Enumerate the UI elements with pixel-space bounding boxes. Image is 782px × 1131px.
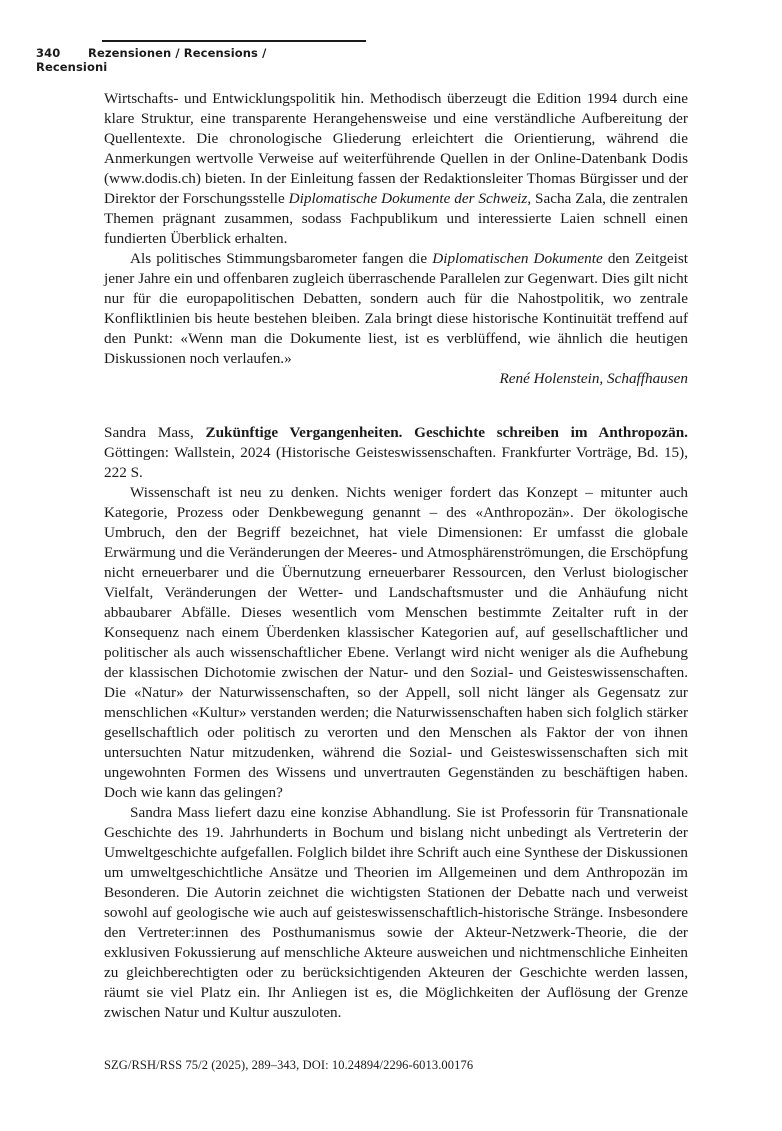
italic-title: Diplomatische Dokumente der Schweiz bbox=[288, 190, 528, 207]
running-header bbox=[36, 46, 336, 74]
review2-bibliography bbox=[104, 423, 688, 483]
header-rule bbox=[102, 40, 366, 42]
section-gap bbox=[104, 389, 688, 423]
review1-signature: René Holenstein, Schaffhausen bbox=[499, 370, 688, 387]
review1-paragraph-2: Als politisches Stimmungsbarometer fangen die Diplomatischen Dokumente den Zeitgeist jener Jahre ein und offenbaren zugleich überraschende Parallelen zur Gegenwart. Dies gilt nicht nur für die europapolitischen Debatten, sondern auch für die Nahostpolitik, wo zentrale Konfliktlinien bis heute bestehen bleiben. Zala bringt diese historische Kontinuität treffend auf den Punkt: «Wenn man die Dokumente liest, ist es verblüffend, wie ähnlich die heutigen Diskussionen noch verlaufen.» bbox=[104, 250, 688, 367]
book-title: Zukünftige Vergangenheiten. Geschichte schreiben im Anthropozän. bbox=[205, 424, 688, 441]
book-publication: Göttingen: Wallstein, 2024 (Historische Geisteswissenschaften. Frankfurter Vorträge, Bd. 15), 222 S. bbox=[104, 444, 688, 481]
review1-paragraph-1: Wirtschafts- und Entwicklungspolitik hin. Methodisch überzeugt die Edition 1994 durch eine klare Struktur, eine transparente Herangehensweise und eine verständliche Aufbereitung der Quellentexte. Die chronologische Gliederung erleichtert die Orientierung, während die Anmerkungen wertvolle Verweise auf weiterführende Quellen in der Online-Datenbank Dodis (www.dodis.ch) bieten. In der Einleitung fassen der Redaktionsleiter Thomas Bürgisser und der Direktor der Forschungsstelle Diplomatische Dokumente der Schweiz, Sacha Zala, die zentralen Themen prägnant zusammen, sodass Fachpublikum und interessierte Laien schnell einen fundierten Überblick erhalten. bbox=[104, 90, 689, 247]
page-number: 340 bbox=[36, 46, 61, 60]
italic-title: Diplomatischen Dokumente bbox=[432, 250, 603, 267]
page-footer: SZG/RSH/RSS 75/2 (2025), 289–343, DOI: 10.24894/2296-6013.00176 bbox=[104, 1058, 474, 1072]
review2-paragraph-2: Sandra Mass liefert dazu eine konzise Abhandlung. Sie ist Professorin für Transnationale Geschichte des 19. Jahrhunderts in Bochum und bislang nicht unbedingt als Vertreterin der Umweltgeschichte aufgefallen. Folglich bildet ihre Schrift auch eine Synthese der Diskussionen um umweltgeschichtliche Ansätze und Theorien im Allgemeinen und dem Anthropozän im Besonderen. Die Autorin zeichnet die wichtigsten Stationen der Debatte nach und verweist sowohl auf geologische wie auch auf geisteswissenschaftlich-historische Stränge. Insbesondere den Vertreter:innen des Posthumanismus sowie der Akteur-Netzwerk-Theorie, die der exklusiven Fokussierung auf menschliche Akteure ausweichen und nichtmenschliche Einheiten zu gleichberechtigten oder zu berücksichtigenden Akteuren der Geschichte werden lassen, räumt sie viel Platz ein. Ihr Anliegen ist es, die Möglichkeiten der Auflösung der Grenze zwischen Natur und Kultur auszuloten. bbox=[104, 804, 688, 1021]
page-body bbox=[104, 89, 688, 1023]
review2-paragraph-1: Wissenschaft ist neu zu denken. Nichts weniger fordert das Konzept – mitunter auch Kategorie, Prozess oder Denkbewegung genannt – des «Anthropozän». Der ökologische Umbruch, den der Begriff bezeichnet, hat viele Dimensionen: Er umfasst die globale Erwärmung und die Veränderungen der Meeres- und Atmosphärenströmungen, die Erschöpfung nicht erneuerbarer und die Übernutzung erneuerbarer Ressourcen, den Verlust biologischer Vielfalt, Veränderungen der Wetter- und Landschaftsmuster und die Anhäufung nicht abbaubarer Abfälle. Dieses wesentlich vom Menschen bestimmte Zeitalter ruft in der Konsequenz nach einem Überdenken klassischer Kategorien auf, auf gesellschaftlicher und politischer als auch wissenschaftlicher Ebene. Verlangt wird nicht weniger als die Aufhebung der klassischen Dichotomie zwischen der Natur- und den Sozial- und Geisteswissenschaften. Die «Natur» der Naturwissenschaften, so der Appell, soll nicht länger als Gegensatz zur menschlichen «Kultur» verstanden werden; die Naturwissenschaften haben sich folglich stärker gesellschaftlich oder politisch zu verorten und den Menschen als Faktor der von ihnen untersuchten Natur mitzudenken, während die Sozial- und Geisteswissenschaften sich mit ungewohnten Formen des Wissens und unvertrauten Gegenständen zu beschäftigen haben. Doch wie kann das gelingen? bbox=[104, 484, 688, 801]
book-author: Sandra Mass, bbox=[104, 424, 206, 441]
running-title: Rezensionen / Recensions / Recensioni bbox=[36, 46, 267, 74]
